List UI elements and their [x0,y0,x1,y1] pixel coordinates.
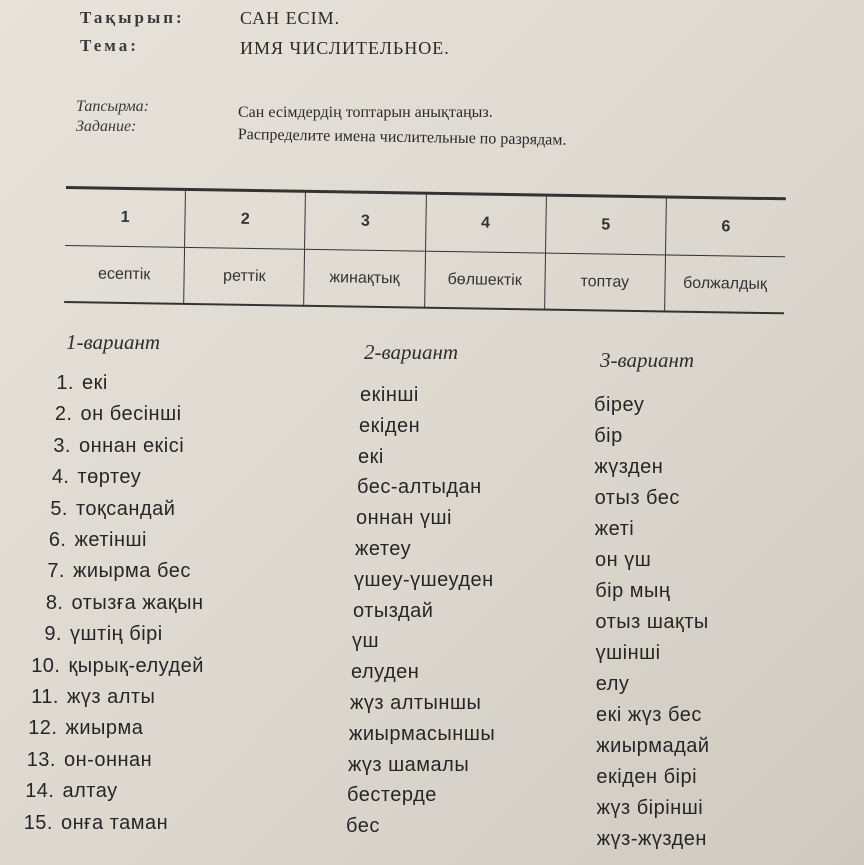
list-item: бір [594,425,623,447]
item-text: тоқсандай [76,497,176,520]
list-item: екі жүз бес [596,704,702,726]
table-category-cell: топтау [544,254,665,312]
item-text: алтау [62,780,118,803]
item-number: 2. [54,403,73,426]
list-item [26,749,152,772]
list-item: отыздай [353,599,434,622]
table-number-cell: 3 [304,193,425,251]
topic-label: Тақырып: [80,8,185,27]
table-number-cell: 6 [665,198,786,256]
item-number: 5. [50,497,68,520]
list-item: елуден [351,661,420,684]
table-number-cell: 5 [545,197,666,255]
list-item: елу [595,673,630,695]
list-item [34,592,204,615]
item-number: 7. [47,560,65,583]
list-item: бес-алтыдан [357,476,482,499]
table-category-cell: есептік [97,265,151,284]
list-item: бестерде [347,784,437,807]
variant-3-title: 3-вариант [600,348,695,372]
item-text: онға таман [61,811,169,834]
item-number: 11. [31,686,59,708]
item-text: оннан екісі [79,434,185,457]
table-category-row [64,246,785,313]
item-number: 6. [48,529,67,551]
list-item: екіден бірі [596,766,698,788]
item-text: жиырма бес [73,560,191,583]
list-item: он үш [595,549,652,571]
item-text: он бесінші [80,403,182,426]
list-item: жүз-жүзден [596,828,707,850]
item-text: төртеу [77,466,142,489]
task-kz-text: Сан есімдердің топтарын анықтаңыз. [238,104,493,121]
list-item [38,498,175,521]
item-text: жүз алты [67,686,156,708]
item-number: 15. [23,811,53,834]
theme-label: Тема: [80,36,139,55]
item-number: 9. [44,623,62,646]
list-item [44,372,108,395]
list-item: үш [352,630,380,653]
list-item: отыз шақты [595,611,709,633]
item-number: 3. [53,434,71,457]
list-item: біреу [594,394,645,416]
table-number-cell: 4 [425,195,546,253]
item-text: жиырма [65,717,144,740]
list-item: жүз бірінші [596,797,704,819]
list-item: жиырмадай [596,735,710,757]
list-item [37,529,147,552]
item-text: үштің бірі [70,623,163,646]
item-number: 1. [56,372,74,394]
list-item: үшінші [595,642,661,664]
task-ru-label: Задание: [76,118,137,135]
topic-value: САН ЕСІМ. [240,8,341,28]
variant-2-title: 2-вариант [364,340,459,364]
list-item: бес [346,815,380,838]
list-item [23,812,168,835]
item-text: он-оннан [64,748,153,771]
item-number: 14. [25,780,55,803]
list-item [35,560,191,583]
variant-1-title: 1-вариант [66,330,161,354]
list-item [43,403,182,426]
list-item [29,686,155,709]
table-category-cell: жинақтық [303,250,424,308]
item-text: қырық-елудей [68,654,204,677]
list-item [32,623,163,646]
item-text: отызға жақын [71,591,204,614]
list-item [28,717,144,740]
list-item: отыз бес [594,487,680,509]
table-category-cell: бөлшектік [424,252,545,310]
list-item: бір мың [595,580,671,602]
table-category-cell: болжалдық [664,255,785,313]
list-item: жүзден [594,456,664,478]
item-number: 4. [51,466,70,489]
item-number: 10. [31,654,61,677]
list-item: оннан үші [356,507,452,530]
item-number: 8. [45,591,64,614]
item-text: екі [82,372,108,394]
theme-value: ИМЯ ЧИСЛИТЕЛЬНОЕ. [240,38,450,58]
list-item: жетеу [355,538,412,560]
item-number: 13. [26,748,56,771]
list-item: екі [358,445,384,468]
item-text: жетінші [74,529,147,551]
task-kz-label: Тапсырма: [76,98,149,115]
list-item [25,780,118,803]
list-item: жеті [594,518,635,540]
list-item: жиырмасыншы [349,722,496,745]
list-item: үшеу-үшеуден [354,568,494,591]
table-number-cell: 2 [184,191,305,249]
list-item: жүз шамалы [348,753,470,776]
list-item: жүз алтыншы [350,692,482,714]
list-item [41,435,184,458]
list-item: екінші [360,384,419,406]
categories-table [64,186,786,314]
list-item [40,466,142,489]
item-number: 12. [28,717,58,740]
table-number-cell: 1 [120,208,130,227]
list-item: екіден [359,414,421,437]
list-item [31,655,204,678]
task-ru-text: Распределите имена числительные по разрядам. [237,126,567,149]
table-category-cell: реттік [183,248,304,306]
